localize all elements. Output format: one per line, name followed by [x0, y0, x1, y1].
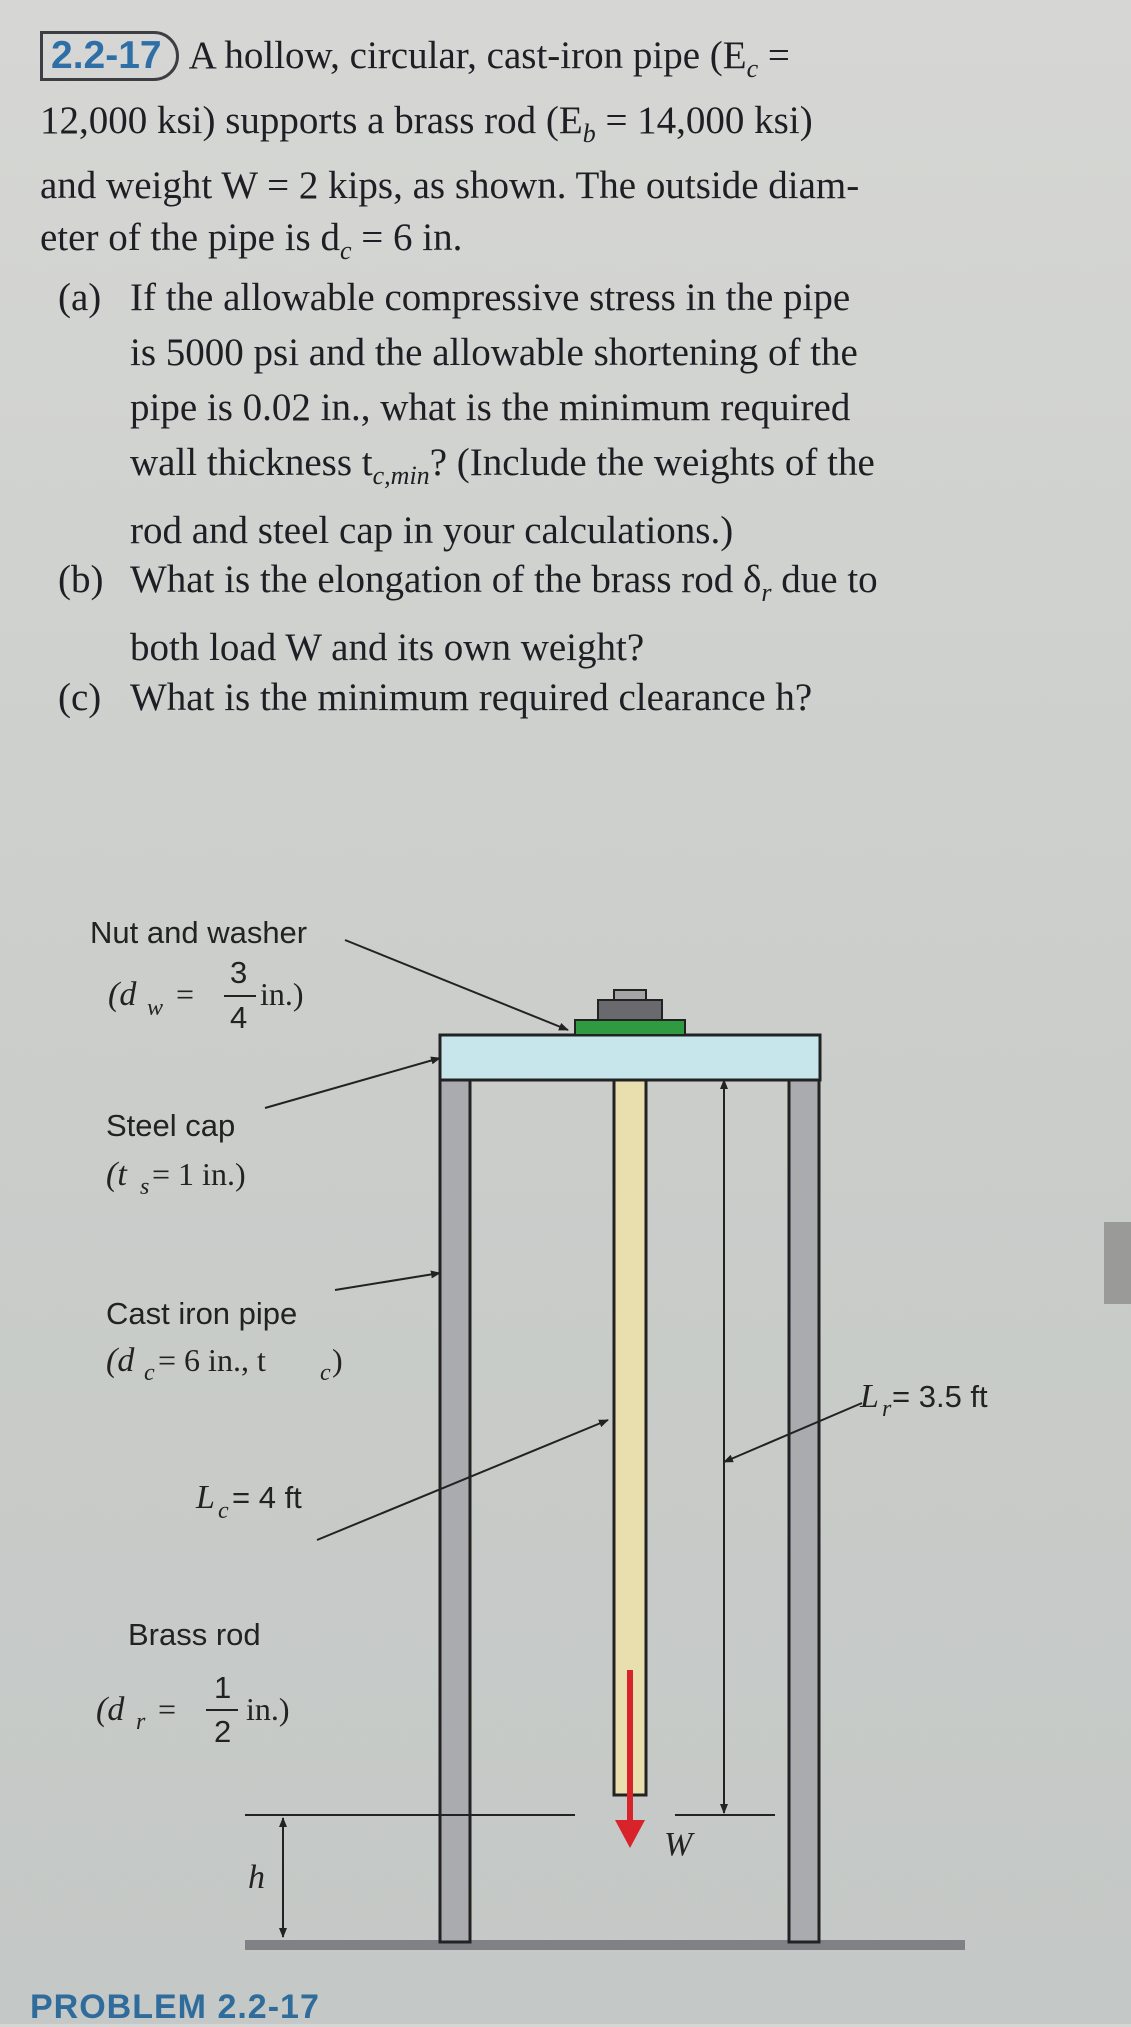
- svg-text:(d: (d: [106, 1342, 135, 1379]
- svg-text:w: w: [147, 995, 164, 1021]
- svg-text:in.): in.): [260, 976, 304, 1012]
- nut-leader: [345, 940, 568, 1030]
- svg-text:r: r: [882, 1396, 892, 1422]
- adjacent-page-edge: [1104, 1222, 1131, 1304]
- problem-number-badge: 2.2-17: [40, 31, 179, 81]
- problem-line-4: eter of the pipe is $d_c = 6$ in.: [40, 215, 463, 265]
- problem-line-1: 2.2-17 A hollow, circular, cast-iron pipe ($E_c$ =: [40, 30, 1090, 95]
- problem-line-2: 12,000 ksi) supports a brass rod ($E_b = 14,000$ ksi): [40, 98, 813, 148]
- rod-top: [614, 990, 646, 1000]
- steel-cap-label: Steel cap: [106, 1108, 236, 1143]
- svg-text:): ): [332, 1342, 343, 1378]
- svg-text:(d: (d: [108, 976, 137, 1013]
- svg-text:1: 1: [214, 1670, 232, 1705]
- svg-text:=: =: [158, 1691, 177, 1727]
- ground: [245, 1940, 965, 1950]
- svg-text:c: c: [218, 1498, 229, 1524]
- pipe-wall-right: [789, 1080, 819, 1942]
- part-c: (c) What is the minimum required clearance h?: [58, 670, 1078, 730]
- lr-label: [859, 1378, 988, 1422]
- pipe-leader: [335, 1273, 440, 1290]
- part-a: (a) If the allowable compressive stress in the pipe is 5000 psi and the allowable shortening of the pipe is 0.02 in., what is the minimum required wall thickness $t_{c,min}$? (Include the weights of the rod and steel cap in your calculations.): [58, 270, 1078, 550]
- svg-text:L: L: [196, 1479, 215, 1516]
- pipe-dimension: [106, 1342, 343, 1386]
- svg-text:s: s: [140, 1174, 150, 1200]
- nut-dimension: [108, 955, 304, 1035]
- problem-line-3: and weight W = 2 kips, as shown. The outside diam-: [40, 163, 860, 207]
- svg-text:=: =: [176, 976, 195, 1012]
- svg-text:c: c: [144, 1360, 155, 1386]
- washer: [575, 1020, 685, 1035]
- svg-text:= 1 in.): = 1 in.): [152, 1156, 246, 1192]
- nut: [598, 1000, 662, 1020]
- svg-text:4: 4: [230, 1000, 248, 1035]
- rod-dimension: [96, 1670, 290, 1749]
- svg-text:r: r: [136, 1709, 146, 1735]
- svg-text:c: c: [320, 1360, 331, 1386]
- svg-text:2: 2: [214, 1714, 232, 1749]
- part-b: (b) What is the elongation of the brass rod $\delta_r$ due to both load W and its own weight?: [58, 552, 1078, 672]
- cap-dimension: [106, 1156, 246, 1200]
- svg-text:3: 3: [230, 955, 248, 990]
- load-arrow-head: [615, 1820, 645, 1848]
- problem-statement: [40, 30, 1090, 276]
- lc-label: [195, 1479, 302, 1524]
- load-w-label: W: [664, 1826, 693, 1863]
- pipe-wall-left: [440, 1080, 470, 1942]
- part-c-label: (c): [58, 676, 102, 719]
- h-label: h: [248, 1859, 265, 1896]
- problem-caption: PROBLEM 2.2-17: [30, 1988, 320, 2026]
- pipe-rod-diagram: [0, 880, 1131, 1980]
- brass-rod-label: Brass rod: [128, 1617, 261, 1652]
- svg-text:= 6 in., t: = 6 in., t: [158, 1342, 266, 1378]
- pipe-label: Cast iron pipe: [106, 1296, 298, 1331]
- svg-text:= 3.5 ft: = 3.5 ft: [892, 1379, 988, 1414]
- svg-text:L: L: [860, 1378, 879, 1415]
- steel-cap: [440, 1035, 820, 1080]
- svg-text:(t: (t: [106, 1156, 127, 1193]
- svg-text:= 4 ft: = 4 ft: [232, 1480, 302, 1515]
- svg-text:(d: (d: [96, 1691, 125, 1728]
- part-b-label: (b): [58, 558, 104, 601]
- nut-washer-label: Nut and washer: [90, 915, 308, 950]
- cap-leader: [265, 1058, 440, 1108]
- svg-text:in.): in.): [246, 1691, 290, 1727]
- part-a-label: (a): [58, 276, 102, 319]
